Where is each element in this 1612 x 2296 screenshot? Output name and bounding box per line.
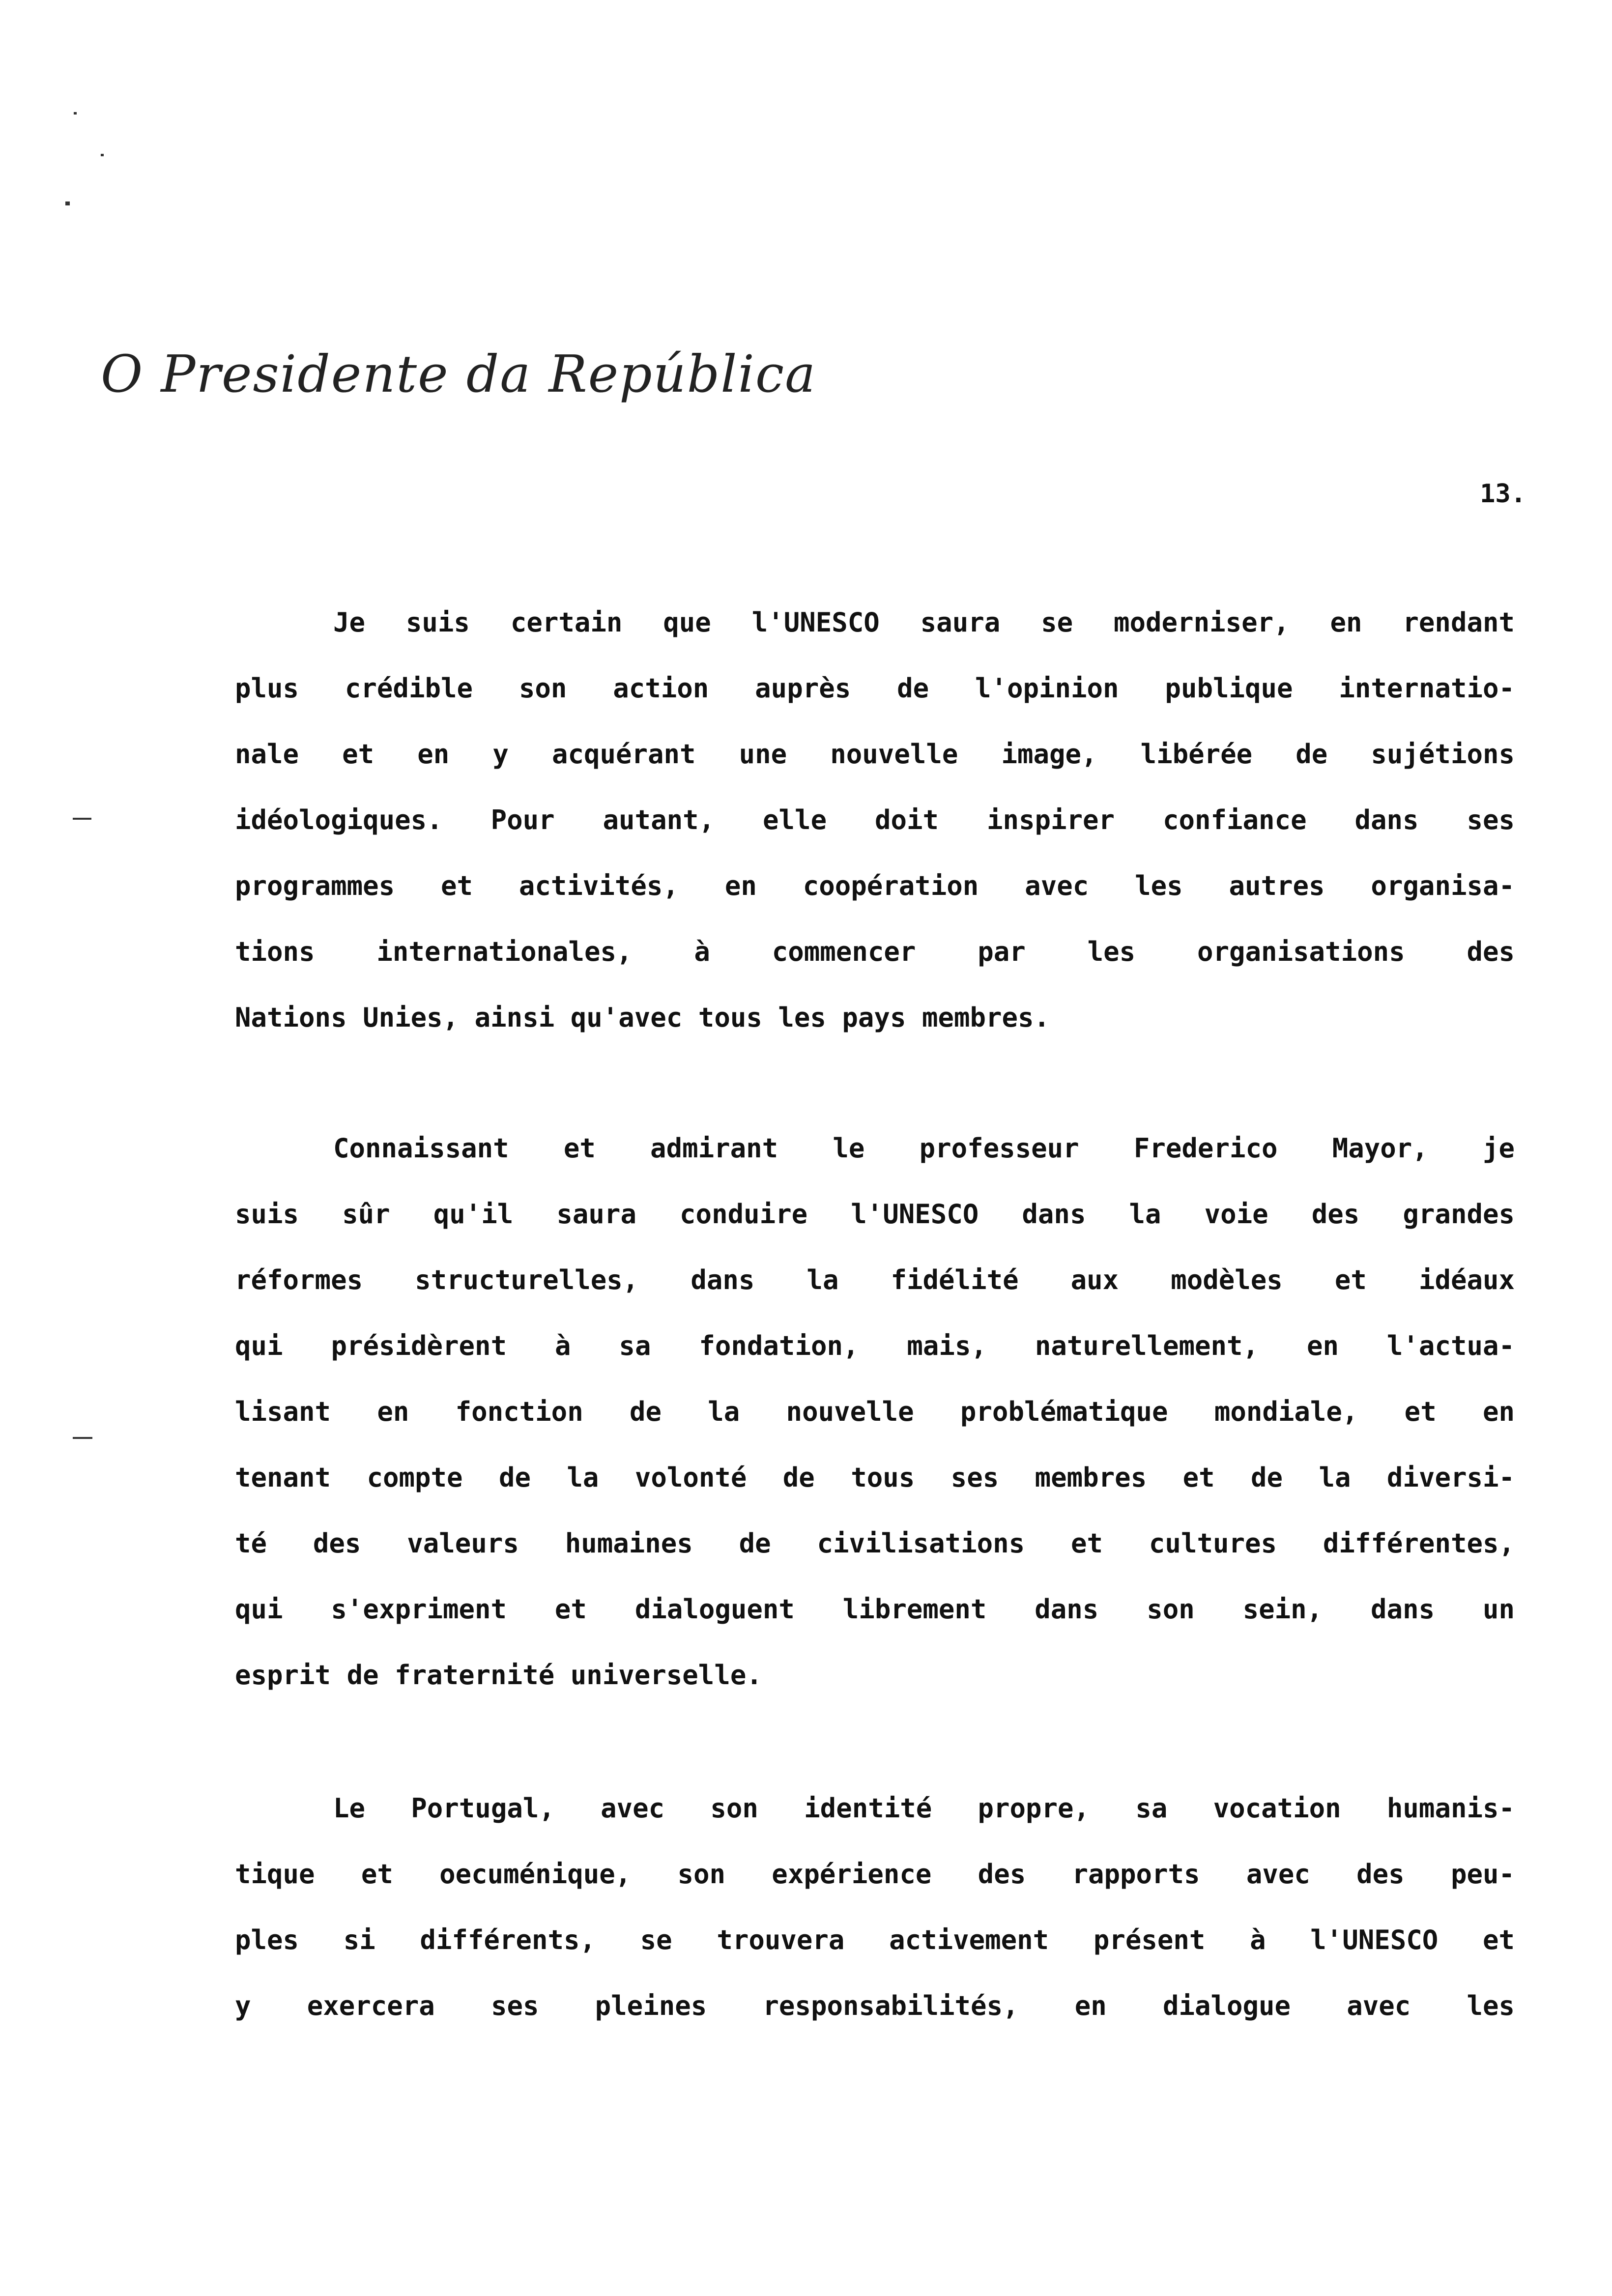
text-line: nale et en y acquérant une nouvelle image, libérée de sujétions: [235, 739, 1515, 770]
text-line: programmes et activités, en coopération avec les autres organisa-: [235, 870, 1515, 901]
text-line: tions internationales, à commencer par les organisations des: [235, 936, 1515, 967]
text-line: Connaissant et admirant le professeur Frederico Mayor, je: [333, 1133, 1515, 1164]
text-line: tique et oecuménique, son expérience des rapports avec des peu-: [235, 1859, 1515, 1890]
page-number: 13.: [1480, 479, 1526, 509]
text-line: esprit de fraternité universelle.: [235, 1660, 762, 1691]
text-line: suis sûr qu'il saura conduire l'UNESCO dans la voie des grandes: [235, 1199, 1515, 1230]
paragraph-3: [235, 1776, 1515, 2039]
paragraph-2: [235, 1116, 1515, 1708]
text-line: qui présidèrent à sa fondation, mais, naturellement, en l'actua-: [235, 1330, 1515, 1361]
margin-dash-mark: [73, 1437, 92, 1439]
text-line: qui s'expriment et dialoguent librement dans son sein, dans un: [235, 1594, 1515, 1625]
scan-speck: [74, 112, 77, 115]
margin-dash-mark: [73, 818, 91, 820]
text-line: tenant compte de la volonté de tous ses membres et de la diversi-: [235, 1462, 1515, 1493]
text-line: Le Portugal, avec son identité propre, sa vocation humanis-: [333, 1793, 1515, 1824]
text-line: y exercera ses pleines responsabilités, en dialogue avec les: [235, 1990, 1515, 2021]
text-line: ples si différents, se trouvera activement présent à l'UNESCO et: [235, 1924, 1515, 1955]
text-line: plus crédible son action auprès de l'opinion publique internatio-: [235, 673, 1515, 704]
scan-speck: [101, 154, 104, 156]
paragraph-1: [235, 590, 1515, 1051]
text-line: lisant en fonction de la nouvelle problématique mondiale, et en: [235, 1396, 1515, 1427]
text-line: idéologiques. Pour autant, elle doit inspirer confiance dans ses: [235, 804, 1515, 835]
scan-speck: [65, 201, 70, 205]
letterhead-title: O Presidente da República: [101, 344, 817, 404]
text-line: Je suis certain que l'UNESCO saura se moderniser, en rendant: [333, 607, 1515, 638]
text-line: té des valeurs humaines de civilisations et cultures différentes,: [235, 1528, 1515, 1559]
text-line: Nations Unies, ainsi qu'avec tous les pays membres.: [235, 1002, 1050, 1033]
text-line: réformes structurelles, dans la fidélité aux modèles et idéaux: [235, 1264, 1515, 1295]
